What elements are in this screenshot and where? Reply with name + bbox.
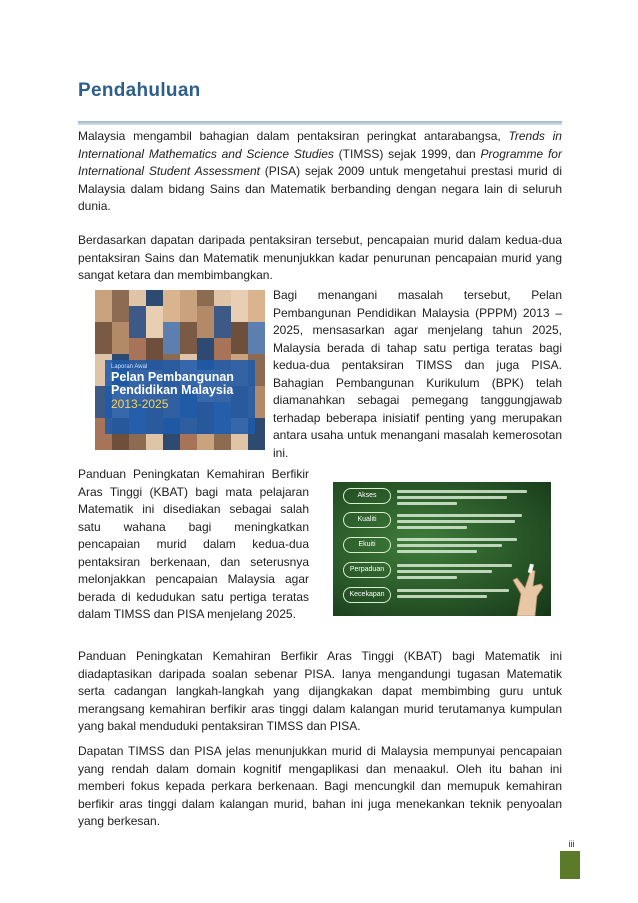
cover-title: Pelan Pembangunan Pendidikan Malaysia [111, 370, 234, 397]
pppm-cover-image [95, 290, 265, 450]
mosaic-tile [112, 290, 129, 306]
mosaic-tile [214, 306, 231, 322]
p1-text-e: (PISA) sejak 2009 untuk mengetahui prestasi murid di Malaysia dalam bidang Sains dan Matematik berbanding dengan negara lain di seluruh dunia. [78, 164, 562, 213]
title-underline [78, 121, 562, 125]
mosaic-tile [163, 290, 180, 306]
mosaic-tile [146, 290, 163, 306]
mosaic-tile [146, 306, 163, 322]
mosaic-tile [112, 434, 129, 450]
timss-name: Trends in International Mathematics and Science Studies [78, 129, 562, 161]
mosaic-tile [129, 434, 146, 450]
cover-title-band [105, 360, 255, 434]
mosaic-tile [180, 290, 197, 306]
label-akses: Akses [343, 488, 391, 504]
hand-with-chalk-icon [503, 556, 549, 616]
mosaic-tile [180, 338, 197, 354]
mosaic-tile [112, 338, 129, 354]
mosaic-tile [163, 322, 180, 338]
page-number: iii [568, 839, 575, 849]
paragraph-pppm: Bagi menangani masalah tersebut, Pelan Pembangunan Pendidikan Malaysia (PPPM) 2013 – 2025, mensasarkan agar menjelang tahun 2025, Malaysia berada di tahap satu pertiga teratas bagi kedua-dua pentaksiran TIMSS dan juga PISA. Bahagian Pembangunan Kurikulum (BPK) telah diamanahkan sebagai pemegang tanggungjawab terhadap beberapa inisiatif penting yang merupakan antara usaha untuk menangani masalah kemerosotan ini. [273, 288, 562, 460]
mosaic-tile [248, 306, 265, 322]
mosaic-tile [129, 338, 146, 354]
mosaic-tile [197, 338, 214, 354]
paragraph-kbat-guide: Panduan Peningkatan Kemahiran Berfikir Aras Tinggi (KBAT) bagi mata pelajaran Matematik ini disediakan sebagai salah satu wahana bagi meningkatkan pencapaian murid dalam kedua-dua pentaksiran berkenaan, dan seterusnya melonjakkan pencapaian Malaysia agar berada di kedudukan satu pertiga teratas dalam TIMSS dan PISA menjelang 2025. [78, 467, 309, 621]
intro-paragraph [78, 128, 562, 216]
mosaic-tile [95, 338, 112, 354]
mosaic-tile [95, 306, 112, 322]
mosaic-tile [248, 290, 265, 306]
mosaic-tile [129, 306, 146, 322]
mosaic-tile [248, 338, 265, 354]
mosaic-tile [180, 322, 197, 338]
mosaic-tile [197, 434, 214, 450]
chalkboard-image [333, 482, 551, 616]
mosaic-tile [214, 322, 231, 338]
p1-text-a: Malaysia mengambil bahagian dalam pentaksiran peringkat antarabangsa, [78, 129, 509, 143]
mosaic-tile [248, 434, 265, 450]
mosaic-tile [197, 290, 214, 306]
cover-years: 2013-2025 [111, 397, 169, 411]
paragraph-findings: Berdasarkan dapatan daripada pentaksiran tersebut, pencapaian murid dalam kedua-dua pentaksiran Sains dan Matematik menunjukkan kadar penurunan pencapaian murid yang sangat ketara dan membimbangkan. [78, 233, 562, 282]
mosaic-tile [231, 290, 248, 306]
footer-bar [560, 851, 580, 879]
mosaic-tile [129, 290, 146, 306]
label-kualiti: Kualiti [343, 512, 391, 528]
mosaic-tile [180, 434, 197, 450]
mosaic-tile [163, 306, 180, 322]
pisa-name: Programme for International Student Assessment [78, 146, 562, 178]
mosaic-tile [163, 434, 180, 450]
mosaic-tile [129, 322, 146, 338]
mosaic-tile [95, 290, 112, 306]
mosaic-tile [95, 434, 112, 450]
mosaic-tile [231, 306, 248, 322]
label-kecekapan: Kecekapan [343, 587, 391, 603]
mosaic-tile [214, 338, 231, 354]
mosaic-tile [231, 434, 248, 450]
mosaic-tile [146, 322, 163, 338]
mosaic-tile [214, 434, 231, 450]
mosaic-tile [231, 322, 248, 338]
label-ekuiti: Ekuiti [343, 537, 391, 553]
paragraph-kbat-adaptation: Panduan Peningkatan Kemahiran Berfikir Aras Tinggi (KBAT) bagi Matematik ini diadaptasikan daripada soalan sebenar PISA. Ianya mengandungi tugasan Matematik serta cadangan langkah-langkah yang dijangkakan dapat membimbing guru untuk merangsang kemahiran berfikir aras tinggi dalam kalangan murid terutamanya kumpulan yang bakal menduduki pentaksiran TIMSS dan PISA. [78, 649, 562, 733]
mosaic-tile [197, 306, 214, 322]
mosaic-tile [197, 322, 214, 338]
page-title: Pendahuluan [78, 80, 201, 101]
mosaic-tile [248, 322, 265, 338]
mosaic-tile [146, 338, 163, 354]
mosaic-tile [163, 338, 180, 354]
mosaic-tile [112, 322, 129, 338]
mosaic-tile [214, 290, 231, 306]
mosaic-tile [95, 322, 112, 338]
mosaic-tile [146, 434, 163, 450]
label-perpaduan: Perpaduan [343, 562, 391, 578]
mosaic-tile [112, 306, 129, 322]
mosaic-tile [180, 306, 197, 322]
paragraph-cognitive-domain: Dapatan TIMSS dan PISA jelas menunjukkan murid di Malaysia mempunyai pencapaian yang rendah dalam domain kognitif mengaplikasi dan menaakul. Oleh itu bahan ini memberi fokus kepada perkara berkenaan. Bagi mencungkil dan memupuk kemahiran berfikir aras tinggi dalam kalangan murid, bahan ini juga menekankan teknik penyoalan yang berkesan. [78, 744, 562, 828]
mosaic-tile [231, 338, 248, 354]
cover-subtitle: Laporan Awal [111, 364, 148, 370]
p1-text-c: (TIMSS) sejak 1999, dan [333, 146, 481, 161]
